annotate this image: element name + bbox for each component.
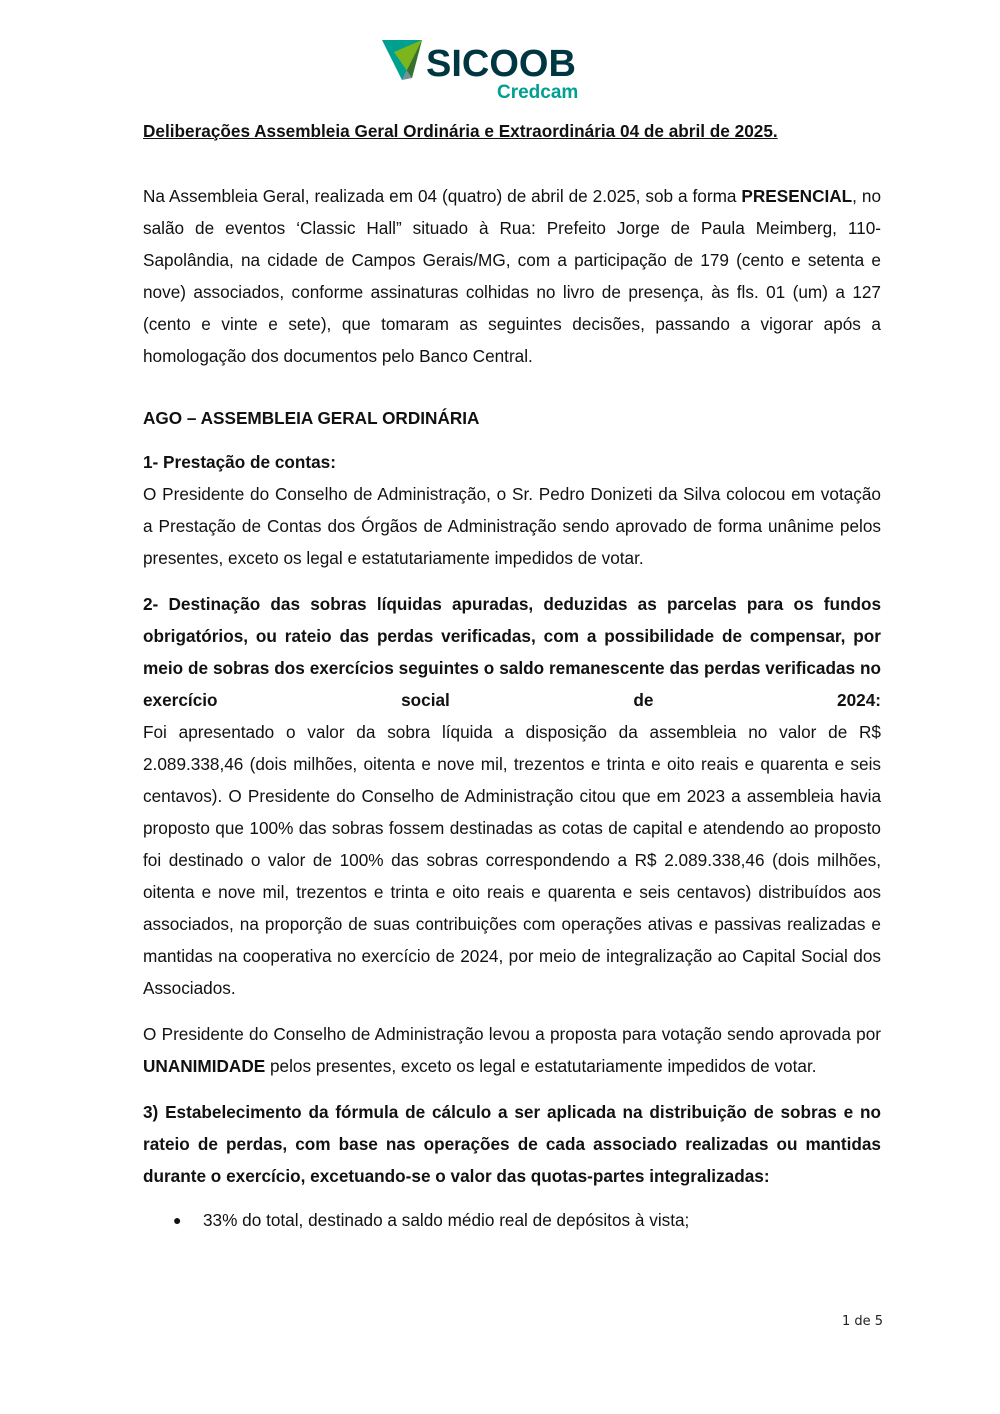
document-title: Deliberações Assembleia Geral Ordinária e Extraordinária 04 de abril de 2025. [143,121,778,141]
item2-body: Foi apresentado o valor da sobra líquida a disposição da assembleia no valor de R$ 2.089.338,46 (dois milhões, oitenta e nove mil, trezentos e trinta e oito reais e quarenta e seis centavos). O Presidente do Conselho de Administração citou que em 2023 a assembleia havia proposto que 100% das sobras fossem destinadas as cotas de capital e atendendo ao proposto foi destinado o valor de 100% das sobras correspondendo a R$ 2.089.338,46 (dois milhões, oitenta e nove mil, trezentos e trinta e oito reais e quarenta e seis centavos) distribuídos aos associados, na proporção de suas contribuições com operações ativas e passivas realizadas e mantidas na cooperativa no exercício de 2024, por meio de integralização ao Capital Social dos Associados. [143,722,881,998]
sicoob-logo-mark [380,38,580,102]
list-item [173,1204,881,1236]
intro-text-b: PRESENCIAL [741,186,853,206]
sicoob-credcam-logo [380,38,580,102]
item1-body: O Presidente do Conselho de Administração, o Sr. Pedro Donizeti da Silva colocou em votação a Prestação de Contas dos Órgãos de Administração sendo aprovado de forma unânime pelos presentes, exceto os legal e estatutariamente impedidos de votar. [143,484,881,568]
item2-vote-c: pelos presentes, exceto os legal e estatutariamente impedidos de votar. [265,1056,817,1076]
intro-text-c: , no salão de eventos ‘Classic Hall” situado à Rua: Prefeito Jorge de Paula Meimberg, 110- Sapolândia, na cidade de Campos Gerais/MG, com a participação de 179 (cento e setenta e nove) associados, conforme assinaturas colhidas no livro de presença, às fls. 01 (um) a 127 (cento e vinte e sete), que tomaram as seguintes decisões, passando a vigorar após a homologação dos documentos pelo Banco Central. [143,186,881,366]
brand-name: SICOOB [426,43,576,85]
intro-paragraph [143,180,881,372]
item2-vote-b: UNANIMIDADE [143,1056,266,1076]
item1-heading: 1- Prestação de contas: [143,452,336,472]
intro-text-a: Na Assembleia Geral, realizada em 04 (quatro) de abril de 2.025, sob a forma [143,186,742,206]
document-body [143,116,881,1236]
item2-heading: 2- Destinação das sobras líquidas apuradas, deduzidas as parcelas para os fundos obrigatórios, ou rateio das perdas verificadas, com a possibilidade de compensar, por meio de sobras dos exercícios seguintes o saldo remanescente das perdas verificadas no exercício social de 2024: [143,594,881,710]
item2-vote-a: O Presidente do Conselho de Administração levou a proposta para votação sendo aprovada por [143,1024,881,1044]
bullet-text: 33% do total, destinado a saldo médio real de depósitos à vista; [203,1210,690,1230]
page-number: 1 de 5 [842,1314,884,1329]
bullet-icon: ● [173,1212,182,1228]
ago-heading: AGO – ASSEMBLEIA GERAL ORDINÁRIA [143,408,480,428]
brand-sub: Credcam [497,82,579,102]
item2-vote [143,1018,881,1082]
item3-bullet-list [143,1204,881,1236]
item3-heading: 3) Estabelecimento da fórmula de cálculo a ser aplicada na distribuição de sobras e no rateio de perdas, com base nas operações de cada associado realizadas ou mantidas durante o exercício, excetuando-se o valor das quotas-partes integralizadas: [143,1102,881,1186]
